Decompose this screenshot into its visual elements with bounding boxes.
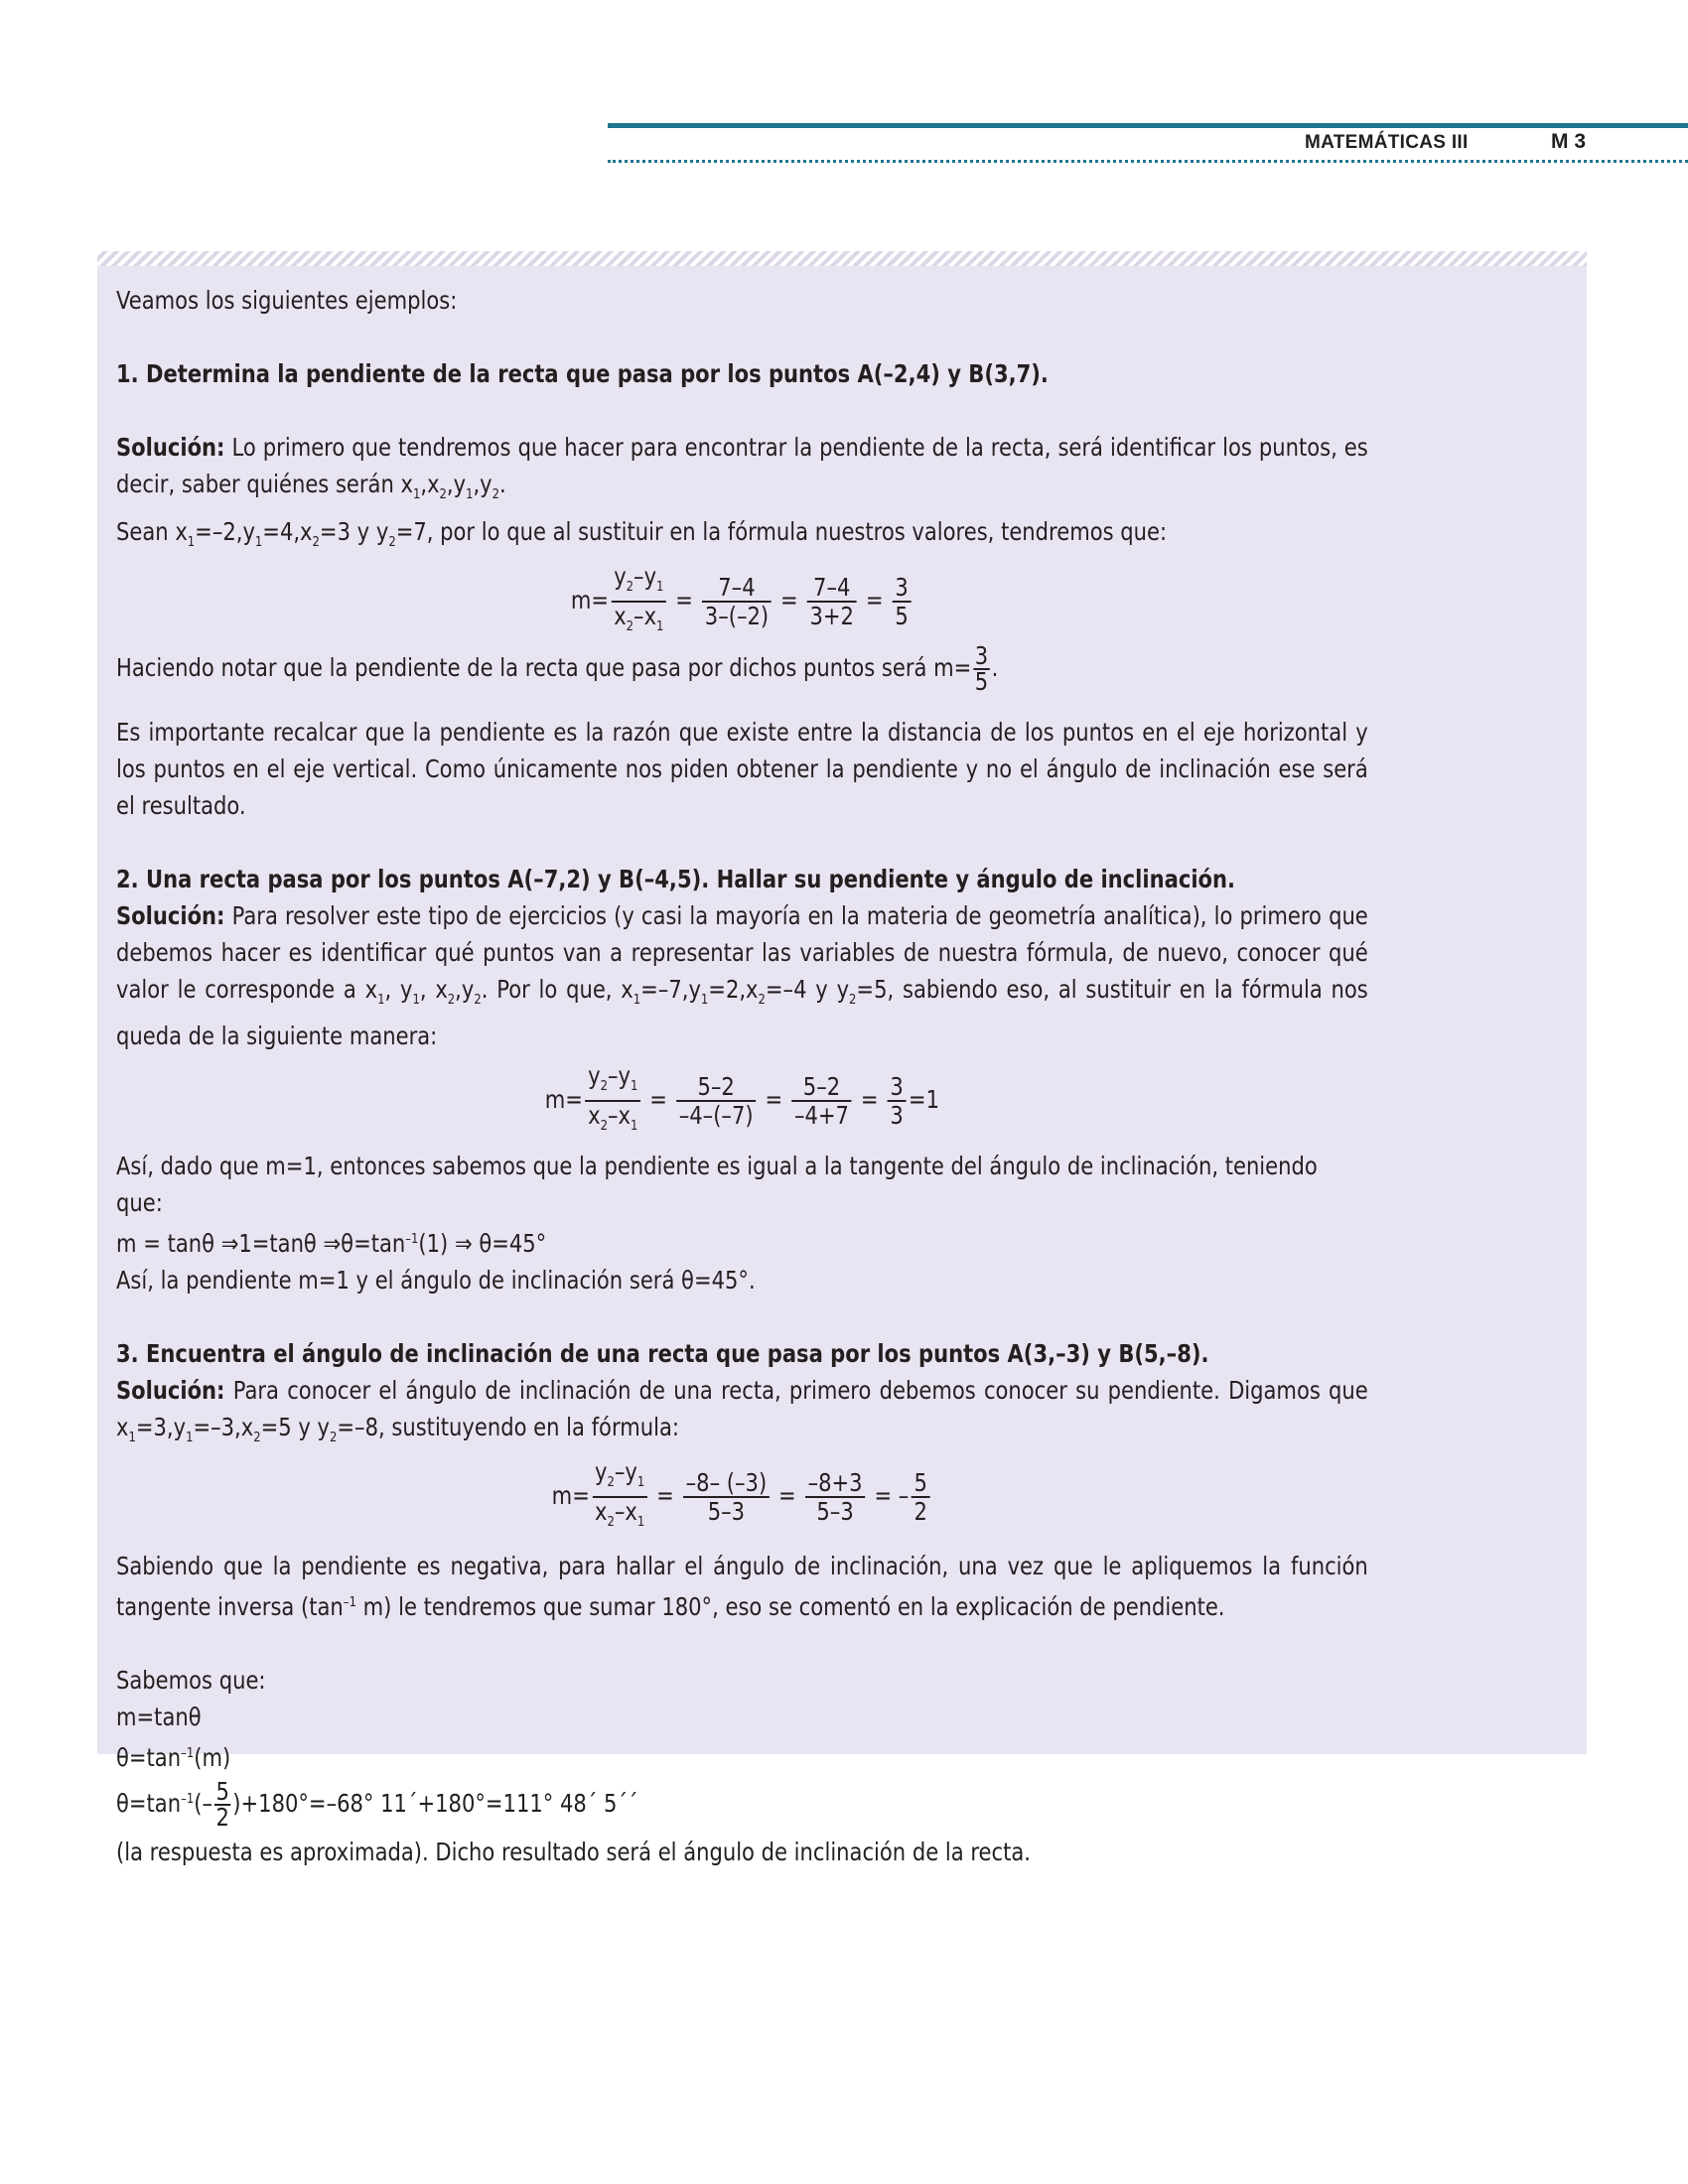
solution-label: Solución: [116, 900, 225, 930]
example-1-note: Haciendo notar que la pendiente de la recta que pasa por dichos puntos será m= $\frac{3}{5}$ . [116, 640, 999, 696]
header-rule [608, 123, 1688, 128]
example-1-equation: m= $\frac{y_2-y_1}{x_2-x_1}$ = $\frac{7-4}{3-(-2)}$ = $\frac{7-4}{3+2}$ = $\frac{3}{5}$ [116, 563, 1368, 640]
solution-label: Solución: [116, 1376, 225, 1406]
example-2-solution: Solución: Para resolver este tipo de ejercicios (y casi la mayoría en la materia de geometría analítica), lo primero que debemos hacer es identificar qué puntos van a representar las variables de nuestra fórmula, de nuevo, conocer qué valor le corresponde a $x_1$, $y_1$, $x_2,y_2$. Por lo que, $x_1=-7,y_1=2,x_2=-4$ y $y_2=5$, sabiendo eso, al sustituir en la fórmula nos queda de la siguiente manera: [116, 900, 1368, 1051]
page-number: M 3 [1551, 130, 1587, 153]
example-1-importante: Es importante recalcar que la pendiente es la razón que existe entre la distancia de los puntos en el eje horizontal y los puntos en el eje vertical. Como únicamente nos piden obtener la pendiente y no el ángulo de inclinación ese será el resultado. [116, 717, 1368, 820]
panel-stripe-band [97, 251, 1587, 266]
example-1-sean: Sean $x_1=-2,y_1=4,x_2=3$ y $y_2=7$, por lo que al sustituir en la fórmula nuestros valores, tendremos que: [116, 516, 1168, 550]
example-2-equation: m= $\frac{y_2-y_1}{x_2-x_1}$ = $\frac{5-2}{-4-(-7)}$ = $\frac{5-2}{-4+7}$ = $\frac{3}{3}$ =1 [544, 1061, 939, 1135]
example-2-asi-1: Así, dado que m=1, entonces sabemos que la pendiente es igual a la tangente del ángulo de inclinación, teniendo que: [116, 1152, 1318, 1218]
examples-content [116, 282, 1368, 1870]
header-title: MATEMÁTICAS III [1305, 132, 1469, 153]
example-3-line-3: $\theta=\tan^{-1}(-$ $\frac{5}{2}$ )+180°=–68° 11´+180°=111° 48´ 5´´ [116, 1777, 638, 1833]
example-1-solution: Solución: Lo primero que tendremos que hacer para encontrar la pendiente de la recta, será identificar los puntos, es decir, saber quiénes serán $x_1,x_2,y_1,y_2$. [116, 433, 1368, 502]
solution-label: Solución: [116, 433, 225, 462]
example-2-chain: m = tanθ ⇒1=tanθ $\Rightarrow\theta=\tan^{-1}(1)$ ⇒ θ=45° [116, 1229, 547, 1259]
example-3-equation: m= $\frac{y_2-y_1}{x_2-x_1}$ = $\frac{-8- (-3)}{5-3}$ = $\frac{-8+3}{5-3}$ = – $\frac{5}{2}$ [116, 1458, 1368, 1536]
header-dotted-rule [608, 160, 1688, 163]
intro-text: Veamos los siguientes ejemplos: [116, 286, 458, 315]
example-2-heading: 2. Una recta pasa por los puntos A(–7,2) y B(–4,5). Hallar su pendiente y ángulo de inclinación. [116, 864, 1236, 893]
example-3-sabiendo: Sabiendo que la pendiente es negativa, para hallar el ángulo de inclinación, una vez que le apliquemos la función tangente inversa ($\tan^{-1}$ m) le tendremos que sumar 180°, eso se comentó en la explicación de pendiente. [116, 1552, 1368, 1622]
example-3-sabemos: Sabemos que: [116, 1666, 266, 1696]
example-3-final: (la respuesta es aproximada). Dicho resultado será el ángulo de inclinación de la recta. [116, 1838, 1031, 1867]
example-3-line-2: $\theta=\tan^{-1}(m)$ [116, 1743, 231, 1773]
example-1-heading: 1. Determina la pendiente de la recta que pasa por los puntos A(–2,4) y B(3,7). [116, 359, 1049, 388]
example-3-solution: Solución: Para conocer el ángulo de inclinación de una recta, primero debemos conocer su pendiente. Digamos que $x_1=3,y_1=-3,x_2=5$ y $y_2=-8$, sustituyendo en la fórmula: [116, 1376, 1368, 1446]
example-3-line-1: m=tanθ [116, 1703, 202, 1732]
example-3-heading: 3. Encuentra el ángulo de inclinación de una recta que pasa por los puntos A(3,–3) y B(5,–8). [116, 1339, 1209, 1369]
example-2-asi-2: Así, la pendiente m=1 y el ángulo de inclinación será θ=45°. [116, 1266, 756, 1296]
